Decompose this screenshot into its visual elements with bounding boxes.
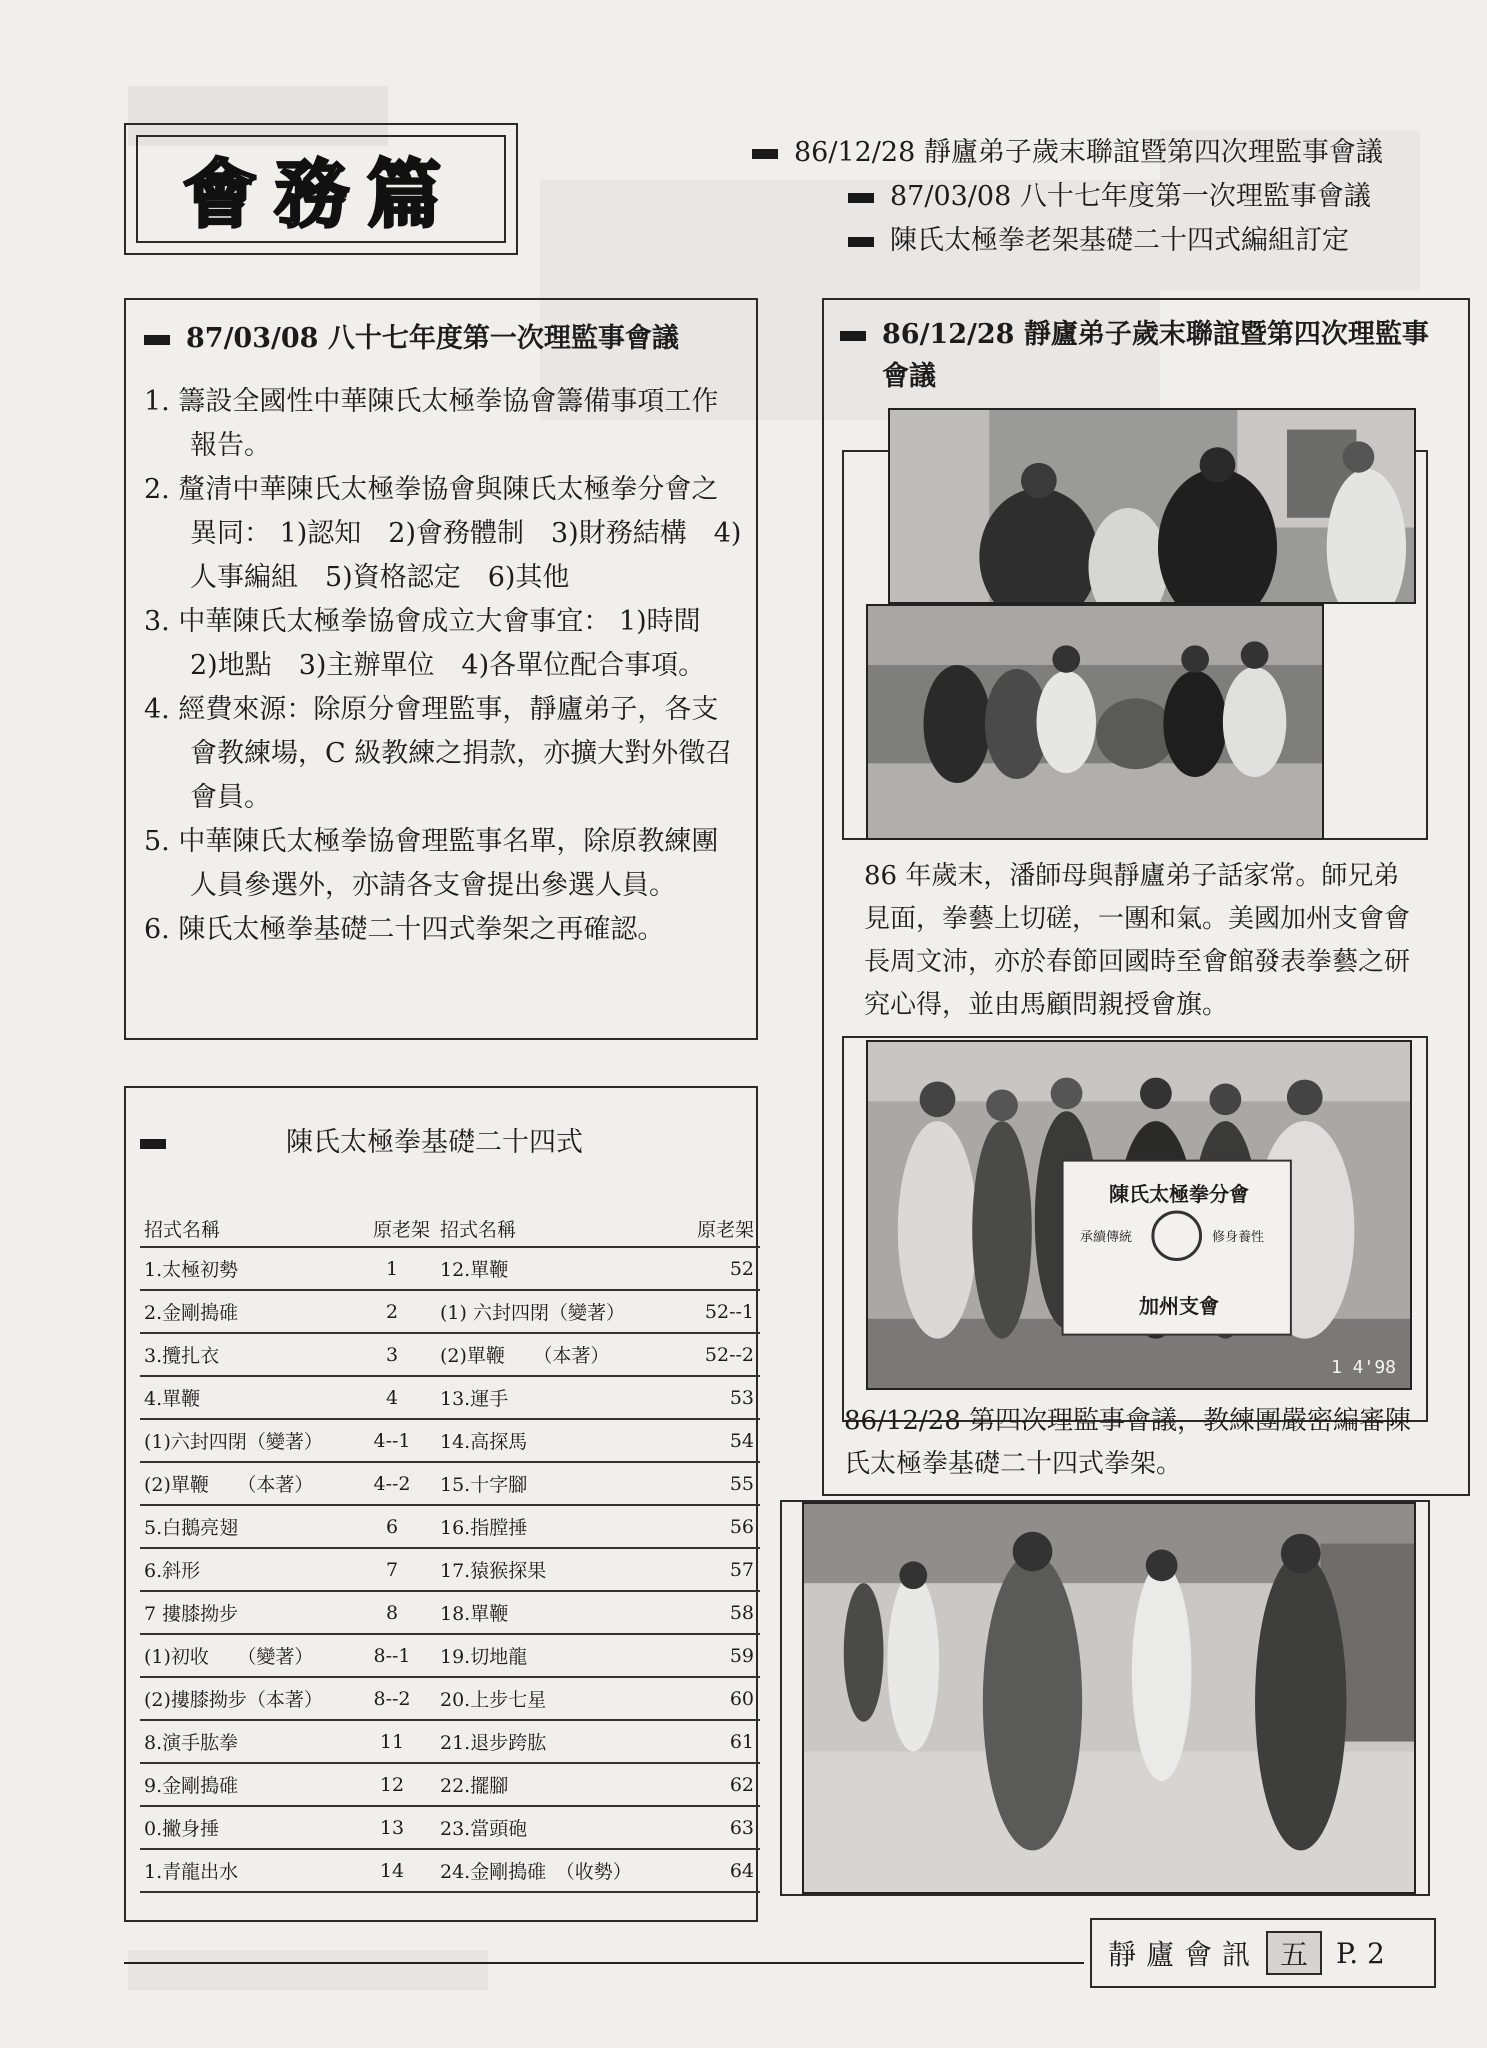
table-cell: 54	[679, 1419, 760, 1462]
table-cell: 3.攬扎衣	[140, 1333, 348, 1376]
table-header-cell: 原老架	[679, 1210, 760, 1247]
agenda-item: 3. 中華陳氏太極拳協會成立大會事宜： 1)時間 2)地點 3)主辦單位 4)各單位配合事項。	[144, 606, 728, 681]
flag-text-right: 修身養性	[1212, 1230, 1265, 1245]
table-cell: 1.青龍出水	[140, 1849, 348, 1892]
table-cell: (1)六封四閉（變著）	[140, 1419, 348, 1462]
meeting-box	[124, 298, 758, 1040]
flag-text-left: 承續傳統	[1080, 1230, 1133, 1245]
gathering-caption: 86 年歲末，潘師母與靜廬弟子話家常。師兄弟見面，拳藝上切磋，一團和氣。美國加州支會會長周文沛，亦於春節回國時至會館發表拳藝之研究心得，並由馬顧問親授會旗。	[864, 861, 1411, 1020]
table-row	[140, 1763, 760, 1806]
table-cell: 63	[679, 1806, 760, 1849]
table-cell: 2.金剛搗碓	[140, 1290, 348, 1333]
photo-flag-presentation	[866, 1040, 1412, 1390]
table-cell: 56	[679, 1505, 760, 1548]
table-cell: 57	[679, 1548, 760, 1591]
photo-gathering-standing	[888, 408, 1416, 604]
table-row	[140, 1376, 760, 1419]
forms-box	[124, 1086, 758, 1922]
agenda-item: 5. 中華陳氏太極拳協會理監事名單，除原教練團人員參選外，亦請各支會提出參選人員。	[144, 826, 719, 901]
table-cell: 59	[679, 1634, 760, 1677]
table-cell: 60	[679, 1677, 760, 1720]
toc-item: 86/12/28 靜廬弟子歲末聯誼暨第四次理監事會議	[752, 130, 1452, 174]
table-row	[140, 1462, 760, 1505]
table-cell: 1.太極初勢	[140, 1247, 348, 1290]
table-row	[140, 1247, 760, 1290]
table-cell: 14	[348, 1849, 436, 1892]
table-cell: 58	[679, 1591, 760, 1634]
bullet-bar-icon	[840, 331, 866, 341]
table-cell: 7	[348, 1548, 436, 1591]
table-cell: 18.單鞭	[436, 1591, 679, 1634]
meeting-title: 87/03/08 八十七年度第一次理監事會議	[144, 316, 738, 360]
newsletter-name: 靜廬會訊	[1108, 1938, 1261, 1971]
table-cell: 7 摟膝拗步	[140, 1591, 348, 1634]
bullet-bar-icon	[848, 193, 874, 203]
footer-rule	[124, 1962, 1084, 1964]
table-cell: 52--1	[679, 1290, 760, 1333]
table-row	[140, 1677, 760, 1720]
section-title: 會務篇	[183, 152, 459, 238]
table-cell: (2)摟膝拗步（本著）	[140, 1677, 348, 1720]
table-cell: 15.十字腳	[436, 1462, 679, 1505]
toc-item: 陳氏太極拳老架基礎二十四式編組訂定	[752, 218, 1452, 262]
photo-gathering-seated	[866, 604, 1324, 840]
meeting-agenda	[144, 380, 744, 952]
table-header-cell: 招式名稱	[140, 1210, 348, 1247]
flag-text-top: 陳氏太極拳分會	[1109, 1182, 1249, 1206]
table-cell: 13	[348, 1806, 436, 1849]
table-cell: 22.擺腳	[436, 1763, 679, 1806]
table-cell: 11	[348, 1720, 436, 1763]
table-cell: 13.運手	[436, 1376, 679, 1419]
table-cell: 8	[348, 1591, 436, 1634]
table-row	[140, 1419, 760, 1462]
agenda-item: 4. 經費來源：除原分會理監事，靜廬弟子，各支會教練場，C 級教練之捐款，亦擴大對外徵召會員。	[144, 694, 733, 813]
agenda-item: 2. 釐清中華陳氏太極拳協會與陳氏太極拳分會之異同： 1)認知 2)會務體制 3)財務結構 4)人事編組 5)資格認定 6)其他	[144, 474, 742, 593]
table-cell: (2)單鞭 （本著）	[436, 1333, 679, 1376]
bullet-bar-icon	[848, 237, 874, 247]
photo-date-stamp: 1 4'98	[1330, 1357, 1396, 1378]
table-cell: 64	[679, 1849, 760, 1892]
table-cell: 4.單鞭	[140, 1376, 348, 1419]
table-cell: 5.白鵝亮翅	[140, 1505, 348, 1548]
table-row	[140, 1591, 760, 1634]
table-cell: 2	[348, 1290, 436, 1333]
bullet-bar-icon	[752, 149, 778, 159]
flag-text-bottom: 加州支會	[1139, 1294, 1219, 1318]
table-cell: 3	[348, 1333, 436, 1376]
agenda-item: 6. 陳氏太極拳基礎二十四式拳架之再確認。	[144, 914, 665, 945]
table-cell: 52--2	[679, 1333, 760, 1376]
gathering-title: 86/12/28 靜廬弟子歲末聯誼暨第四次理監事會議	[840, 314, 1442, 398]
table-cell: 8--1	[348, 1634, 436, 1677]
table-cell: 20.上步七星	[436, 1677, 679, 1720]
toc-item: 87/03/08 八十七年度第一次理監事會議	[752, 174, 1452, 218]
table-cell: 9.金剛搗碓	[140, 1763, 348, 1806]
table-cell: 4--1	[348, 1419, 436, 1462]
forms-title: 陳氏太極拳基礎二十四式	[140, 1120, 742, 1164]
meeting-photo-caption: 86/12/28 第四次理監事會議，教練團嚴密編審陳氏太極拳基礎二十四式拳架。	[844, 1406, 1412, 1479]
table-cell: 24.金剛搗碓 （收勢）	[436, 1849, 679, 1892]
page-number: P. 2	[1336, 1936, 1385, 1970]
table-cell: 14.高探馬	[436, 1419, 679, 1462]
table-cell: 17.猿猴探果	[436, 1548, 679, 1591]
table-cell: 6	[348, 1505, 436, 1548]
table-cell: (2)單鞭 （本著）	[140, 1462, 348, 1505]
issue-number: 五	[1266, 1931, 1322, 1975]
table-row	[140, 1634, 760, 1677]
table-cell: 62	[679, 1763, 760, 1806]
bullet-bar-icon	[140, 1139, 166, 1149]
table-cell: 4--2	[348, 1462, 436, 1505]
table-cell: 53	[679, 1376, 760, 1419]
table-row	[140, 1720, 760, 1763]
table-header-cell: 招式名稱	[436, 1210, 679, 1247]
table-row	[140, 1505, 760, 1548]
table-cell: 8--2	[348, 1677, 436, 1720]
table-row	[140, 1849, 760, 1892]
table-header-row	[140, 1210, 760, 1247]
table-row	[140, 1806, 760, 1849]
table-cell: 21.退步跨肱	[436, 1720, 679, 1763]
table-row	[140, 1290, 760, 1333]
table-row	[140, 1548, 760, 1591]
table-header-cell: 原老架	[348, 1210, 436, 1247]
table-cell: 12.單鞭	[436, 1247, 679, 1290]
table-cell: 6.斜形	[140, 1548, 348, 1591]
table-cell: 55	[679, 1462, 760, 1505]
table-cell: 52	[679, 1247, 760, 1290]
table-cell: 1	[348, 1247, 436, 1290]
bullet-bar-icon	[144, 335, 170, 345]
table-cell: (1)初收 （變著）	[140, 1634, 348, 1677]
forms-table	[140, 1210, 760, 1893]
toc-list	[752, 130, 1452, 262]
table-cell: 61	[679, 1720, 760, 1763]
table-cell: 0.撇身捶	[140, 1806, 348, 1849]
footer-box	[1090, 1918, 1436, 1988]
table-row	[140, 1333, 760, 1376]
photo-practice	[802, 1502, 1416, 1894]
agenda-item: 1. 籌設全國性中華陳氏太極拳協會籌備事項工作報告。	[144, 386, 719, 461]
section-title-box	[124, 123, 518, 255]
table-cell: 16.指膛捶	[436, 1505, 679, 1548]
table-cell: (1) 六封四閉（變著）	[436, 1290, 679, 1333]
table-cell: 23.當頭砲	[436, 1806, 679, 1849]
table-cell: 12	[348, 1763, 436, 1806]
table-cell: 4	[348, 1376, 436, 1419]
table-cell: 19.切地龍	[436, 1634, 679, 1677]
table-cell: 8.演手肱拳	[140, 1720, 348, 1763]
